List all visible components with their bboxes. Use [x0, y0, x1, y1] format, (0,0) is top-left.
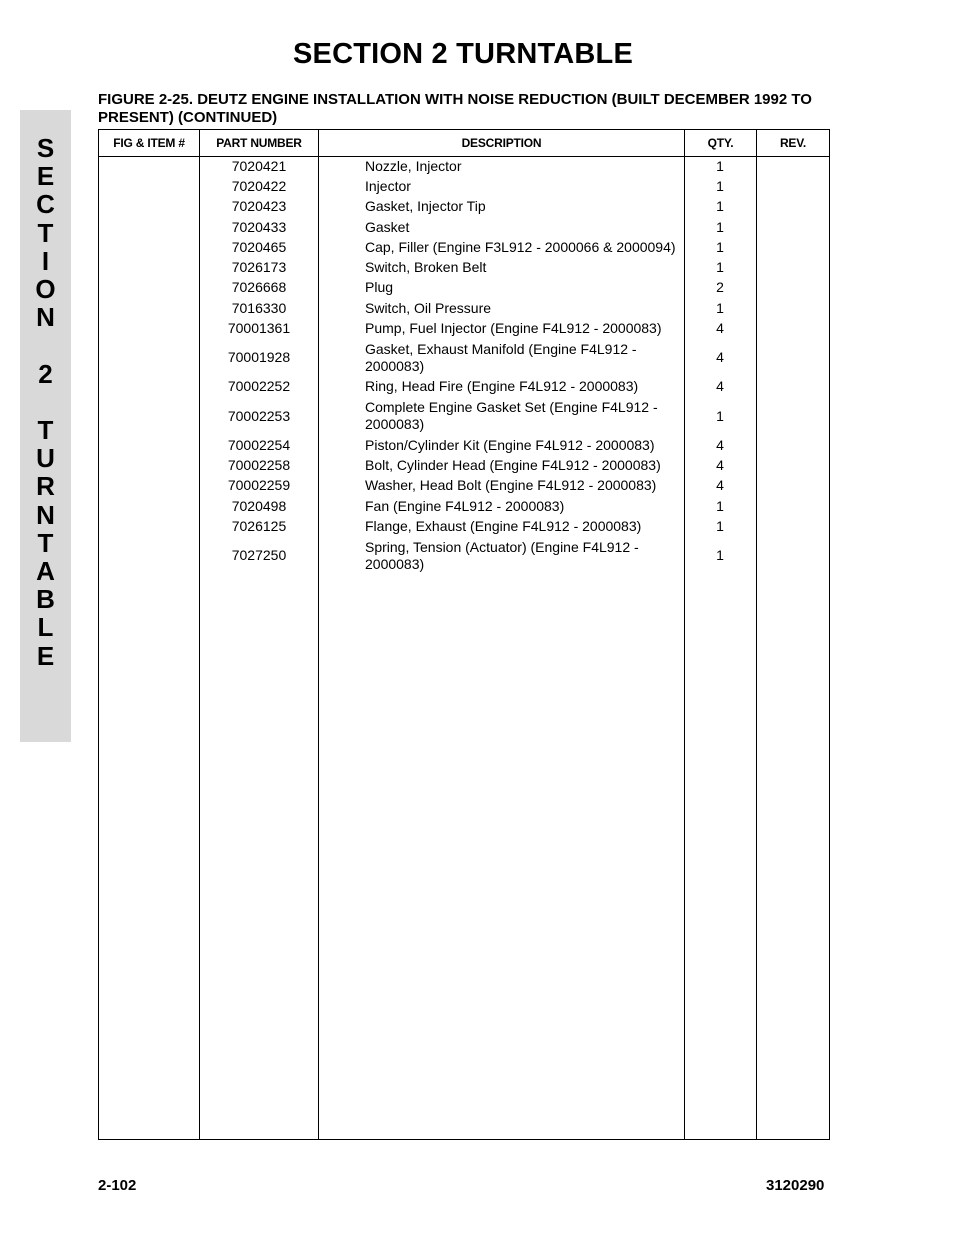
- part-number-cell: 70001928: [227, 349, 291, 366]
- table-row: [99, 318, 829, 338]
- section-side-tab: [20, 110, 71, 742]
- description-cell: Pump, Fuel Injector (Engine F4L912 - 2000083): [365, 320, 662, 337]
- part-number-cell: 70002254: [227, 436, 291, 453]
- qty-cell: 1: [716, 259, 724, 276]
- side-tab-letter: E: [36, 161, 55, 192]
- qty-cell: 4: [716, 349, 724, 366]
- side-tab-letter: U: [36, 443, 55, 474]
- side-tab-letter: A: [36, 556, 55, 586]
- description-cell: Bolt, Cylinder Head (Engine F4L912 - 2000083): [365, 456, 661, 473]
- qty-cell: 2: [716, 279, 724, 296]
- table-row: [99, 516, 829, 536]
- description-cell: Complete Engine Gasket Set (Engine F4L912 - 2000083): [365, 399, 658, 432]
- description-cell: Flange, Exhaust (Engine F4L912 - 2000083): [365, 517, 642, 534]
- part-number-cell: 7020465: [231, 238, 287, 255]
- side-tab-letter: I: [41, 245, 50, 276]
- table-row: [99, 298, 829, 318]
- side-tab-letter: T: [37, 217, 54, 248]
- page-number: 2-102: [98, 1177, 137, 1194]
- table-row: [99, 258, 829, 278]
- description-cell: Nozzle, Injector: [365, 157, 462, 174]
- part-number-cell: 7026173: [231, 259, 287, 276]
- table-row: [99, 537, 829, 575]
- description-cell: Spring, Tension (Actuator) (Engine F4L912 - 2000083): [365, 538, 639, 572]
- table-row: [99, 278, 829, 298]
- part-number-cell: 7020423: [231, 198, 287, 215]
- qty-cell: 1: [716, 198, 724, 215]
- table-row: [99, 435, 829, 455]
- description-cell: Ring, Head Fire (Engine F4L912 - 2000083): [365, 378, 639, 395]
- part-number-cell: 70001361: [227, 320, 291, 337]
- part-number-cell: 70002259: [227, 477, 291, 494]
- part-number-cell: 7020433: [231, 218, 287, 235]
- side-tab-letter: T: [37, 415, 54, 445]
- table-row: [99, 377, 829, 397]
- table-row: [99, 476, 829, 496]
- part-number-cell: 70002252: [227, 378, 291, 395]
- part-number-cell: 7020421: [231, 157, 287, 174]
- description-cell: Injector: [365, 177, 411, 194]
- side-tab-letter: E: [36, 640, 55, 671]
- side-tab-letter: R: [36, 471, 55, 502]
- side-tab-letter: B: [36, 584, 55, 615]
- part-number-cell: 7020498: [231, 497, 287, 514]
- figure-caption: FIGURE 2-25. DEUTZ ENGINE INSTALLATION WITH NOISE REDUCTION (BUILT DECEMBER 1992 TO PRESENT) (CONTINUED): [98, 91, 812, 126]
- table-row: [99, 217, 829, 237]
- description-cell: Switch, Broken Belt: [365, 259, 487, 276]
- qty-cell: 4: [716, 436, 724, 453]
- table-row: [99, 197, 829, 217]
- document-number: 3120290: [766, 1177, 825, 1194]
- side-tab-letter: L: [37, 612, 54, 643]
- description-cell: Fan (Engine F4L912 - 2000083): [365, 497, 565, 514]
- qty-cell: 1: [716, 299, 724, 316]
- table-row: [99, 156, 829, 176]
- description-cell: Cap, Filler (Engine F3L912 - 2000066 & 2000094): [365, 238, 676, 255]
- table-row: [99, 339, 829, 377]
- header-description: DESCRIPTION: [461, 136, 542, 150]
- qty-cell: 1: [716, 238, 724, 255]
- side-tab-letter: N: [36, 499, 55, 530]
- part-number-cell: 7026668: [231, 279, 287, 296]
- part-number-cell: 7026125: [231, 517, 287, 534]
- qty-cell: 1: [716, 497, 724, 514]
- table-row: [99, 176, 829, 196]
- qty-cell: 1: [716, 157, 724, 174]
- qty-cell: 4: [716, 320, 724, 337]
- side-tab-letter: T: [37, 527, 54, 558]
- header-part-number: PART NUMBER: [216, 136, 302, 150]
- qty-cell: 4: [716, 477, 724, 494]
- qty-cell: 1: [716, 177, 724, 194]
- qty-cell: 1: [716, 517, 724, 534]
- side-tab-letter: N: [36, 302, 55, 333]
- part-number-cell: 70002258: [227, 456, 291, 473]
- side-tab-letter: C: [36, 189, 55, 220]
- part-number-cell: 7016330: [231, 299, 287, 316]
- qty-cell: 4: [716, 456, 724, 473]
- description-cell: Gasket, Injector Tip: [365, 198, 486, 215]
- table-row: [99, 496, 829, 516]
- side-tab-letter: S: [36, 133, 55, 163]
- qty-cell: 1: [716, 218, 724, 235]
- parts-table: [98, 129, 830, 1140]
- header-rev: REV.: [779, 136, 807, 150]
- description-cell: Gasket: [365, 218, 410, 235]
- description-cell: Gasket, Exhaust Manifold (Engine F4L912 - 2000083): [365, 340, 637, 374]
- description-cell: Piston/Cylinder Kit (Engine F4L912 - 2000083): [365, 436, 655, 453]
- part-number-cell: 7020422: [231, 177, 287, 194]
- header-qty: QTY.: [707, 136, 734, 150]
- page-title: SECTION 2 TURNTABLE: [293, 38, 633, 70]
- side-tab-letter: O: [35, 274, 56, 304]
- table-row: [99, 455, 829, 475]
- header-fig-item: FIG & ITEM #: [113, 136, 185, 150]
- side-tab-letter: 2: [38, 358, 53, 389]
- qty-cell: 1: [716, 547, 724, 563]
- description-cell: Washer, Head Bolt (Engine F4L912 - 2000083): [365, 477, 657, 494]
- table-row: [99, 237, 829, 257]
- qty-cell: 1: [716, 407, 724, 424]
- table-row: [99, 397, 829, 435]
- description-cell: Plug: [365, 279, 394, 296]
- part-number-cell: 7027250: [231, 547, 287, 563]
- part-number-cell: 70002253: [227, 407, 291, 424]
- qty-cell: 4: [716, 378, 724, 395]
- description-cell: Switch, Oil Pressure: [365, 299, 492, 316]
